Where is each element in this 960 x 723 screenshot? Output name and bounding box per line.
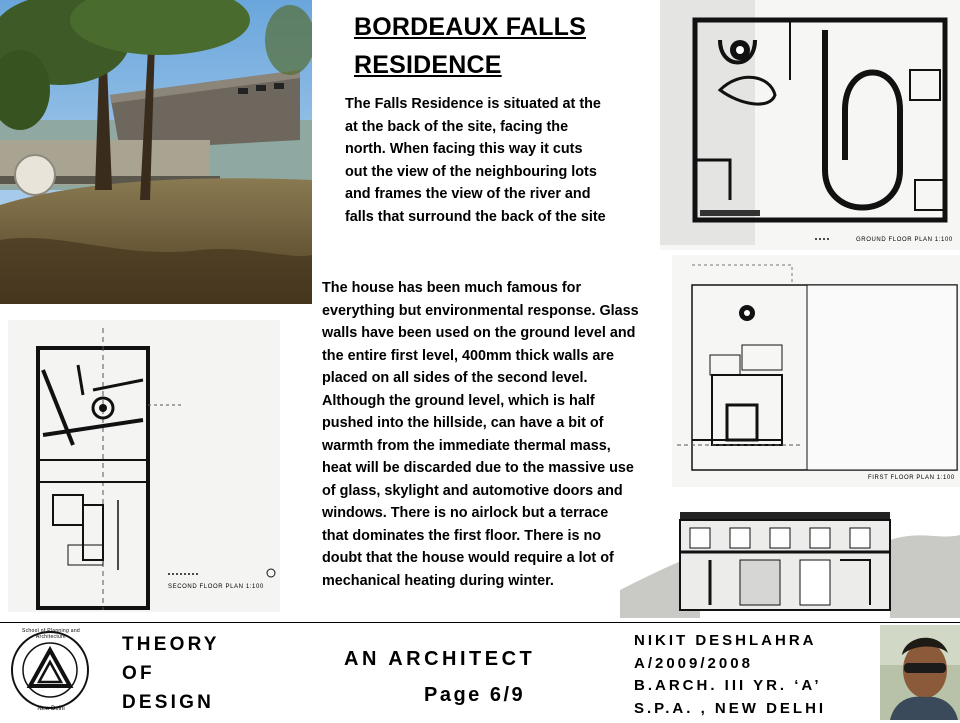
- text-line: falls that surround the back of the site: [345, 208, 606, 225]
- text-line: walls have been used on the ground level and: [322, 325, 636, 341]
- site-description: [345, 93, 645, 228]
- section-drawing: [620, 500, 960, 618]
- author-name: NIKIT DESHLAHRA: [634, 632, 817, 649]
- ground-floor-plan: [660, 0, 960, 250]
- text-line: out the view of the neighbouring lots: [345, 163, 597, 180]
- text-line: everything but environmental response. Glass: [322, 302, 639, 319]
- author-photo: [880, 625, 960, 720]
- plan-caption: FIRST FLOOR PLAN 1:100: [868, 475, 955, 481]
- page-title: [354, 8, 654, 84]
- author-info: [634, 630, 884, 720]
- text-line: mechanical heating during winter.: [322, 572, 554, 589]
- text-line: of glass, skylight and automotive doors and: [322, 482, 623, 499]
- page-number: Page 6/9: [424, 684, 526, 706]
- text-line: warmth from the immediate thermal mass,: [322, 437, 611, 454]
- plan-caption: GROUND FLOOR PLAN 1:100: [856, 237, 953, 243]
- first-floor-plan: [672, 255, 960, 487]
- scale-bar-icon: [815, 236, 831, 242]
- text-line: doubt that the house would require a lot of: [322, 550, 614, 566]
- author-roll: A/2009/2008: [634, 654, 753, 672]
- subject-title: [122, 630, 282, 717]
- text-line: at the back of the site, facing the: [345, 118, 569, 135]
- title-line-2: RESIDENCE: [354, 51, 502, 79]
- text-line: pushed into the hillside, can have a bit of: [322, 415, 604, 431]
- logo-city: New Delhi: [37, 706, 65, 712]
- residence-photo: [0, 0, 312, 304]
- second-floor-plan: [8, 320, 280, 612]
- section-title: AN ARCHITECT: [344, 648, 536, 670]
- subject-line: THEORY: [122, 634, 220, 655]
- author-school: S.P.A. , NEW DELHI: [634, 699, 827, 717]
- title-line-1: BORDEAUX FALLS: [354, 13, 586, 41]
- plan-caption: SECOND FLOOR PLAN 1:100: [168, 584, 264, 590]
- scale-bar-icon: [168, 570, 198, 578]
- text-line: north. When facing this way it cuts: [345, 141, 583, 157]
- text-line: placed on all sides of the second level.: [322, 370, 588, 386]
- text-line: that dominates the first floor. There is no: [322, 527, 602, 544]
- logo-text: School of Planning and Architecture: [21, 628, 81, 640]
- text-line: The Falls Residence is situated at the: [345, 96, 601, 112]
- text-line: windows. There is no airlock but a terrace: [322, 505, 609, 521]
- text-line: Although the ground level, which is half: [322, 392, 595, 409]
- text-line: and frames the view of the river and: [345, 186, 591, 202]
- text-line: heat will be discarded due to the massive use: [322, 460, 634, 476]
- subject-line: OF: [122, 663, 155, 684]
- text-line: the entire first level, 400mm thick walls are: [322, 347, 614, 364]
- footer-divider: [0, 622, 960, 623]
- subject-line: DESIGN: [122, 692, 215, 713]
- text-line: The house has been much famous for: [322, 280, 582, 296]
- author-class: B.ARCH. III YR. ‘A’: [634, 677, 822, 694]
